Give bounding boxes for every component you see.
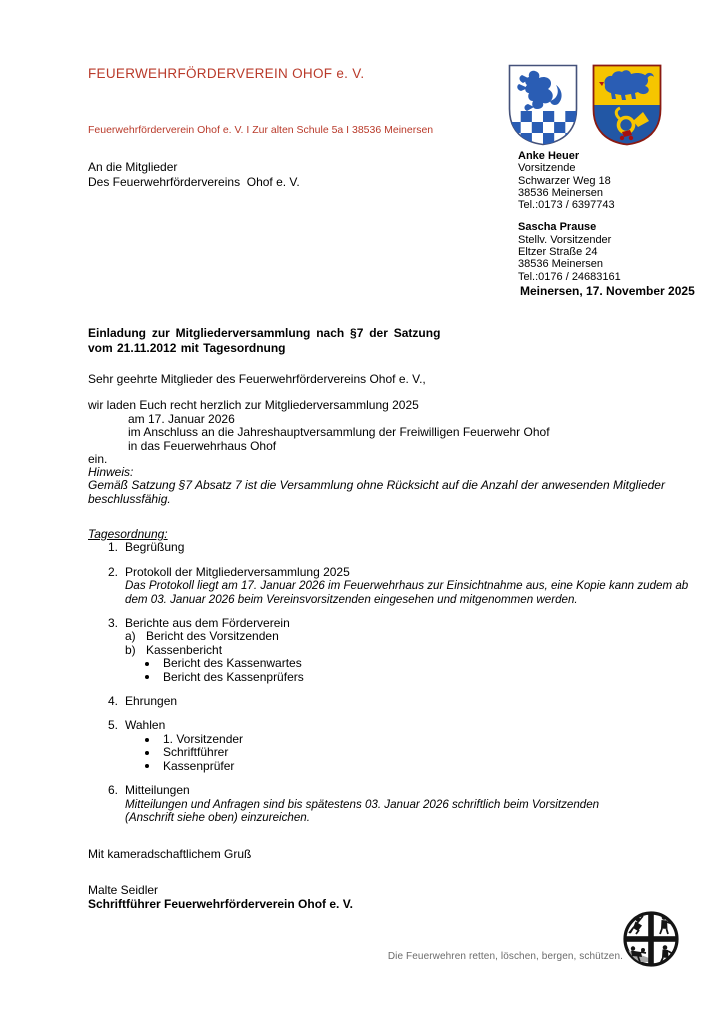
agenda-bullet: Bericht des Kassenwartes — [163, 656, 302, 671]
agenda-number: 5. — [108, 718, 119, 733]
agenda-number: 6. — [108, 783, 119, 798]
invite-close: ein. — [88, 452, 108, 467]
subject-line: vom 21.11.2012 mit Tagesordnung — [88, 340, 286, 355]
agenda-bullet: Bericht des Kassenprüfers — [163, 669, 304, 684]
contact-role: Stellv. Vorsitzender — [518, 233, 612, 246]
agenda-note: Mitteilungen und Anfragen sind bis spätestens 03. Januar 2026 schriftlich beim Vorsitzenden — [125, 797, 600, 811]
contact-street: Schwarzer Weg 18 — [518, 174, 611, 187]
agenda-label: Mitteilungen — [125, 783, 190, 798]
recipient-line: An die Mitglieder — [88, 160, 178, 174]
sender-address-line: Feuerwehrförderverein Ohof e. V. I Zur alten Schule 5a I 38536 Meinersen — [88, 124, 434, 136]
contact-card — [518, 150, 621, 211]
bullet-icon — [145, 738, 149, 742]
meinersen-crest-icon — [591, 63, 663, 152]
recipient-block — [88, 160, 300, 190]
invite-when: am 17. Januar 2026 — [128, 411, 235, 426]
note-block — [88, 466, 665, 506]
subject-block — [88, 326, 440, 355]
subject-line: Einladung zur Mitgliederversammlung nach §7 der Satzung — [88, 326, 441, 340]
recipient-line: Des Feuerwehrfördervereins Ohof e. V. — [88, 175, 300, 189]
gifhorn-crest-icon — [507, 63, 579, 152]
agenda-sub-label: Bericht des Vorsitzenden — [146, 629, 279, 644]
bullet-icon — [145, 764, 149, 768]
bullet-icon — [145, 751, 149, 755]
agenda-sub-marker: a) — [125, 629, 136, 644]
contact-phone: Tel.:0173 / 6397743 — [518, 199, 615, 212]
bullet-icon — [145, 662, 149, 666]
agenda-bullet: 1. Vorsitzender — [163, 731, 244, 746]
agenda-sub-marker: b) — [125, 642, 136, 657]
agenda-item-1 — [88, 541, 688, 554]
agenda-heading: Tagesordnung: — [88, 527, 168, 541]
agenda-bullet: Schriftführer — [163, 745, 229, 760]
agenda-item-2 — [88, 566, 688, 606]
invite-intro: wir laden Euch recht herzlich zur Mitgliederversammlung 2025 — [88, 398, 419, 412]
agenda-label: Begrüßung — [125, 540, 185, 555]
contact-card — [518, 221, 621, 282]
agenda-item-5 — [88, 719, 688, 773]
note-label: Hinweis: — [88, 465, 134, 479]
note-text: Gemäß Satzung §7 Absatz 7 ist die Versammlung ohne Rücksicht auf die Anzahl der anwesenden Mitglieder — [88, 478, 665, 493]
bullet-icon — [145, 675, 149, 679]
invitation-paragraph — [88, 399, 550, 467]
contact-street: Eltzer Straße 24 — [518, 246, 598, 259]
contact-name: Sascha Prause — [518, 221, 597, 234]
invite-occasion: im Anschluss an die Jahreshauptversammlung der Freiwilligen Feuerwehr Ohof — [128, 425, 550, 440]
agenda-note: (Anschrift siehe oben) einzureichen. — [125, 810, 310, 824]
feuerwehr-logo-icon — [621, 906, 681, 977]
salutation: Sehr geehrte Mitglieder des Feuerwehrfördervereins Ohof e. V., — [88, 372, 426, 386]
footer-slogan: Die Feuerwehren retten, löschen, bergen, schützen. — [387, 951, 623, 962]
contact-city: 38536 Meinersen — [518, 186, 604, 199]
agenda-label: Protokoll der Mitgliederversammlung 2025 — [125, 564, 350, 579]
agenda-number: 2. — [108, 564, 119, 579]
agenda-label: Berichte aus dem Förderverein — [125, 616, 290, 631]
agenda-item-4 — [88, 695, 688, 708]
signer-name: Malte Seidler — [88, 883, 159, 897]
contact-city: 38536 Meinersen — [518, 258, 604, 271]
agenda-number: 4. — [108, 694, 119, 709]
signer-role: Schriftführer Feuerwehrförderverein Ohof e. V. — [88, 896, 353, 911]
contact-role: Vorsitzende — [518, 162, 576, 175]
agenda-bullet: Kassenprüfer — [163, 758, 235, 773]
dateline: Meinersen, 17. November 2025 — [520, 284, 695, 298]
agenda-section — [88, 528, 688, 835]
signature-block — [88, 884, 353, 911]
agenda-number: 3. — [108, 616, 119, 631]
agenda-sub-label: Kassenbericht — [146, 642, 223, 657]
agenda-item-6 — [88, 784, 688, 824]
agenda-note: dem 03. Januar 2026 beim Vereinsvorsitzenden eingesehen und mitgenommen werden. — [125, 592, 578, 606]
agenda-note: Das Protokoll liegt am 17. Januar 2026 im Feuerwehrhaus zur Einsichtnahme aus, eine Kopie kann zudem ab — [125, 579, 689, 593]
contact-phone: Tel.:0176 / 24683161 — [518, 270, 621, 283]
org-title: FEUERWEHRFÖRDERVEREIN OHOF e. V. — [88, 66, 365, 81]
contact-column — [518, 150, 621, 283]
agenda-number: 1. — [108, 540, 119, 555]
agenda-label: Ehrungen — [125, 694, 178, 709]
contact-name: Anke Heuer — [518, 150, 580, 162]
agenda-item-3 — [88, 617, 688, 684]
farewell: Mit kameradschaftlichem Gruß — [88, 847, 252, 861]
agenda-label: Wahlen — [125, 718, 166, 733]
invite-where: in das Feuerwehrhaus Ohof — [128, 438, 277, 453]
note-text: beschlussfähig. — [88, 491, 171, 506]
